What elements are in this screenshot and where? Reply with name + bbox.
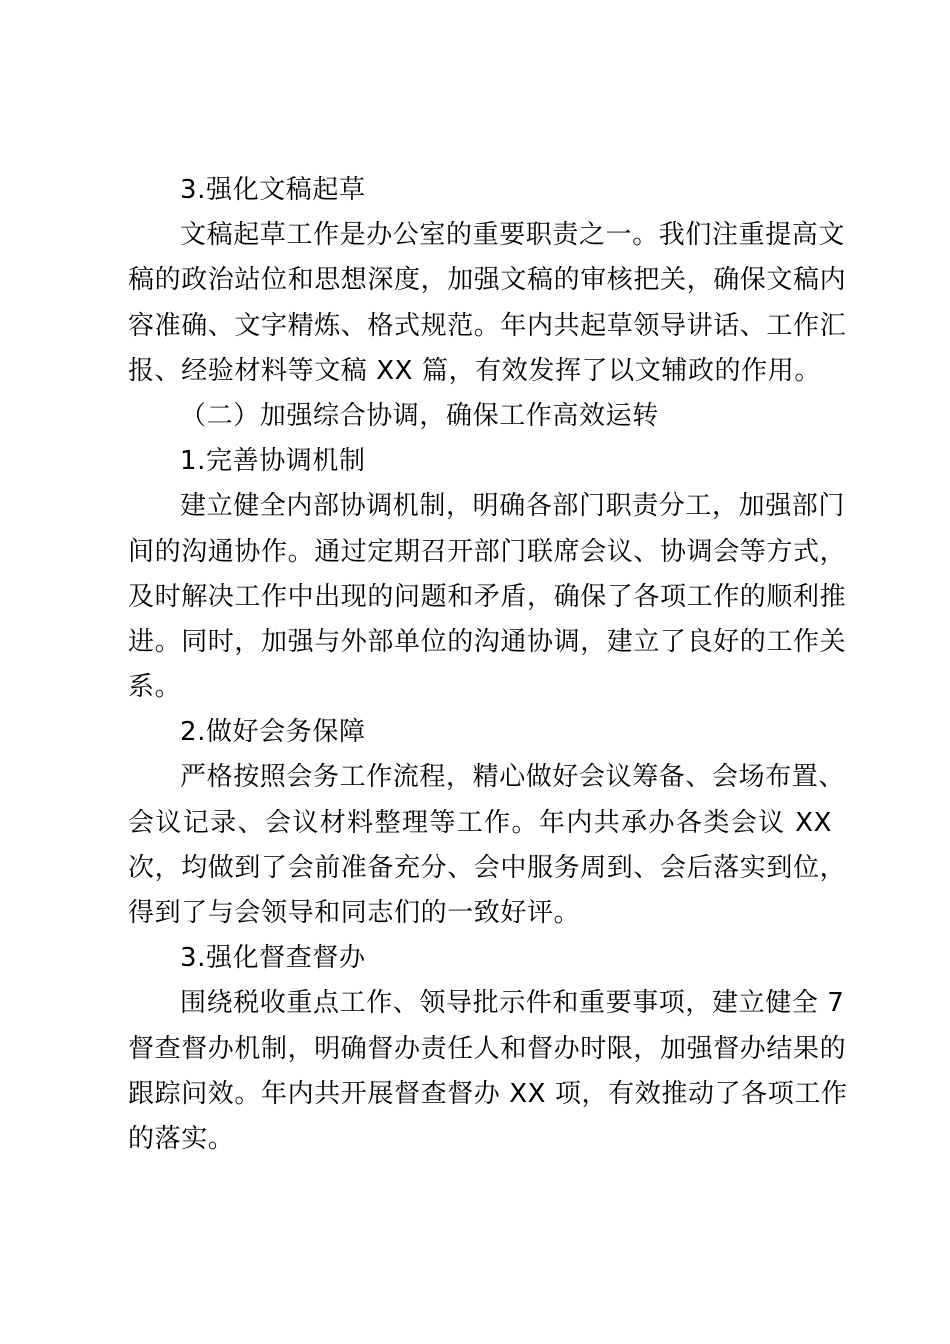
paragraph-line: 得到了与会领导和同志们的一致好评。 [128, 898, 581, 928]
subsection-heading: 3.强化督查督办 [180, 943, 366, 974]
paragraph-line: 会议记录、会议材料整理等工作。年内共承办各类会议 XX [128, 807, 832, 838]
paragraph-line: 进。同时，加强与外部单位的沟通协调，建立了良好的工作关 [128, 626, 847, 657]
paragraph-line: 督查督办机制，明确督办责任人和督办时限，加强督办结果的 [128, 1033, 847, 1064]
paragraph-line: 容准确、文字精炼、格式规范。年内共起草领导讲话、工作汇 [128, 310, 847, 341]
paragraph-line: 系。 [128, 672, 182, 703]
document-body [128, 168, 848, 1162]
paragraph-line: 严格按照会务工作流程，精心做好会议筹备、会场布置、 [180, 762, 846, 793]
paragraph-line: 及时解决工作中出现的问题和矛盾，确保了各项工作的顺利推 [128, 581, 847, 612]
paragraph-line: 的落实。 [128, 1123, 235, 1154]
paragraph-line: 间的沟通协作。通过定期召开部门联席会议、协调会等方式， [128, 536, 847, 567]
subsection-heading: 2.做好会务保障 [180, 717, 366, 748]
paragraph-line: 次，均做到了会前准备充分、会中服务周到、会后落实到位， [128, 852, 847, 883]
subsection-heading: 1.完善协调机制 [180, 446, 366, 477]
section-heading: 3.强化文稿起草 [180, 175, 366, 205]
paragraph-line: 建立健全内部协调机制，明确各部门职责分工，加强部门 [180, 491, 846, 522]
paragraph-line: 围绕税收重点工作、领导批示件和重要事项，建立健全 7 [180, 988, 845, 1019]
section-heading: （二）加强综合协调，确保工作高效运转 [180, 400, 659, 431]
paragraph-line: 稿的政治站位和思想深度，加强文稿的审核把关，确保文稿内 [128, 265, 847, 296]
paragraph-line: 报、经验材料等文稿 XX 篇，有效发挥了以文辅政的作用。 [128, 355, 821, 386]
paragraph-line: 跟踪问效。年内共开展督查督办 XX 项，有效推动了各项工作 [128, 1078, 848, 1109]
paragraph-line: 文稿起草工作是办公室的重要职责之一。我们注重提高文 [180, 220, 846, 251]
